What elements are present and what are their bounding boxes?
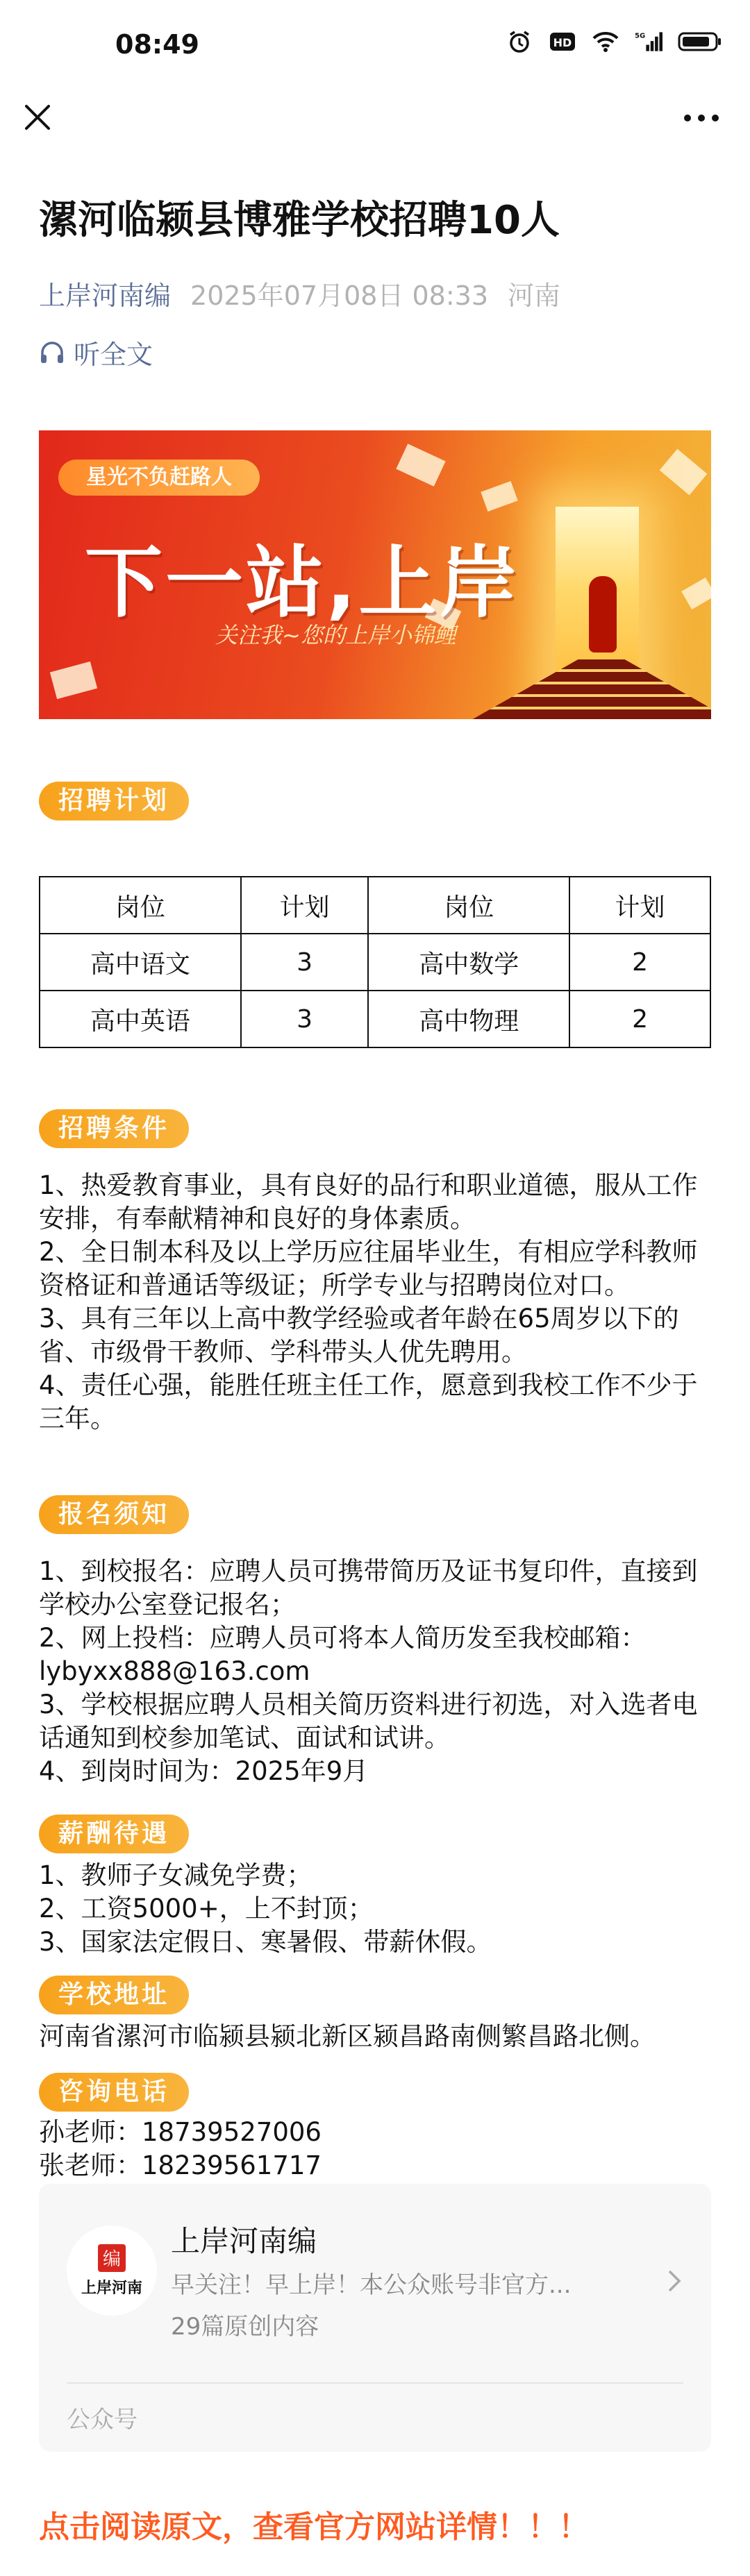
salary-item: 1、教师子女减免学费；: [39, 1860, 312, 1890]
5g-signal-icon: [635, 28, 662, 56]
section-conditions-header: 招聘条件: [39, 1109, 189, 1148]
registration-item: 3、学校根据应聘人员相关简历资料进行初选，对入选者电话通知到校参加笔试、面试和试讲。: [39, 1690, 698, 1753]
registration-item: 2、网上投档：应聘人员可将本人简历发至我校邮箱：lybyxx888@163.com: [39, 1623, 647, 1686]
svg-text:5G: 5G: [635, 32, 646, 40]
registration-item: 1、到校报名：应聘人员可携带简历及证书复印件，直接到学校办公室登记报名；: [39, 1556, 698, 1619]
table-row: [40, 991, 710, 1047]
article-title: 漯河临颍县博雅学校招聘10人: [39, 198, 560, 243]
table-header-cell: 岗位: [40, 877, 241, 934]
listen-button[interactable]: [39, 333, 153, 371]
recruitment-table: [39, 876, 711, 1048]
table-row: [40, 934, 710, 991]
table-cell: 高中语文: [40, 934, 241, 991]
account-logo-text: 上岸河南: [81, 2279, 142, 2297]
more-dot: [698, 115, 705, 121]
table-header-cell: 计划: [569, 877, 710, 934]
condition-item: 1、热爱教育事业，具有良好的品行和职业道德，服从工作安排，有奉献精神和良好的身体素质。: [39, 1170, 698, 1234]
conditions-text: [39, 1169, 711, 1436]
condition-item: 4、责任心强，能胜任班主任工作，愿意到我校工作不少于三年。: [39, 1370, 698, 1433]
card-divider: [67, 2382, 683, 2384]
battery-icon: [678, 28, 722, 56]
section-salary-header: 薪酬待遇: [39, 1815, 189, 1853]
account-description: 早关注！早上岸！本公众账号非官方...: [171, 2271, 572, 2299]
author-link[interactable]: 上岸河南编: [39, 280, 172, 311]
more-icon[interactable]: [681, 104, 722, 132]
close-icon[interactable]: [21, 101, 54, 134]
publish-location: 河南: [508, 280, 561, 311]
contact-text: [39, 2116, 711, 2182]
registration-item: 4、到岗时间为：2025年9月: [39, 1756, 369, 1786]
account-name: 上岸河南编: [171, 2224, 317, 2258]
contact-item: 孙老师：18739527006: [39, 2117, 322, 2147]
status-icons: [506, 28, 722, 56]
table-header-cell: 计划: [241, 877, 369, 934]
publish-date: 2025年07月08日 08:33: [190, 280, 489, 311]
banner-subline: 关注我~您的上岸小锦鲤: [215, 622, 456, 648]
section-contact-header: 咨询电话: [39, 2073, 189, 2112]
svg-text:HD: HD: [553, 36, 572, 49]
banner-image: [39, 430, 711, 719]
wifi-icon: [592, 28, 619, 56]
status-time: 08:49: [115, 29, 199, 60]
address-text: 河南省漯河市临颍县颍北新区颍昌路南侧繁昌路北侧。: [39, 2021, 656, 2051]
chevron-right-icon: [665, 2267, 683, 2302]
salary-text: [39, 1859, 711, 1959]
condition-item: 2、全日制本科及以上学历应往届毕业生，有相应学科教师资格证和普通话等级证；所学专业与招聘岗位对口。: [39, 1237, 698, 1300]
condition-item: 3、具有三年以上高中教学经验或者年龄在65周岁以下的省、市级骨干教师、学科带头人优先聘用。: [39, 1304, 679, 1367]
section-plan-header: 招聘计划: [39, 782, 189, 820]
account-logo-seal: 编: [98, 2244, 126, 2272]
banner-tag: 星光不负赶路人: [58, 460, 260, 496]
table-cell: 2: [569, 934, 710, 991]
more-dot: [684, 115, 691, 121]
alarm-icon: [506, 28, 533, 56]
account-original-count: 29篇原创内容: [171, 2313, 319, 2341]
table-header-cell: 岗位: [368, 877, 569, 934]
section-registration-header: 报名须知: [39, 1495, 189, 1534]
table-cell: 高中数学: [368, 934, 569, 991]
banner-stairs: [456, 659, 711, 719]
more-dot: [712, 115, 719, 121]
banner-headline: 下一站,上岸: [85, 538, 520, 628]
account-kind: 公众号: [67, 2406, 138, 2434]
article-meta: [39, 278, 560, 314]
registration-text: [39, 1555, 711, 1788]
table-cell: 3: [241, 991, 369, 1047]
salary-item: 3、国家法定假日、寒暑假、带薪休假。: [39, 1927, 492, 1957]
table-cell: 高中物理: [368, 991, 569, 1047]
table-cell: 高中英语: [40, 991, 241, 1047]
account-card[interactable]: [39, 2184, 711, 2452]
banner-runner: [589, 576, 617, 653]
section-address-header: 学校地址: [39, 1976, 189, 2014]
read-original-link[interactable]: 点击阅读原文，查看官方网站详情！！！: [39, 2509, 589, 2545]
status-bar: [0, 0, 750, 97]
hd-icon: [549, 28, 576, 56]
contact-item: 张老师：18239561717: [39, 2150, 322, 2180]
headphones-icon: [39, 339, 65, 366]
salary-item: 2、工资5000+，上不封顶；: [39, 1894, 374, 1923]
account-avatar: [67, 2225, 157, 2316]
table-header-row: [40, 877, 710, 934]
table-cell: 2: [569, 991, 710, 1047]
listen-label: 听全文: [74, 339, 153, 370]
table-cell: 3: [241, 934, 369, 991]
